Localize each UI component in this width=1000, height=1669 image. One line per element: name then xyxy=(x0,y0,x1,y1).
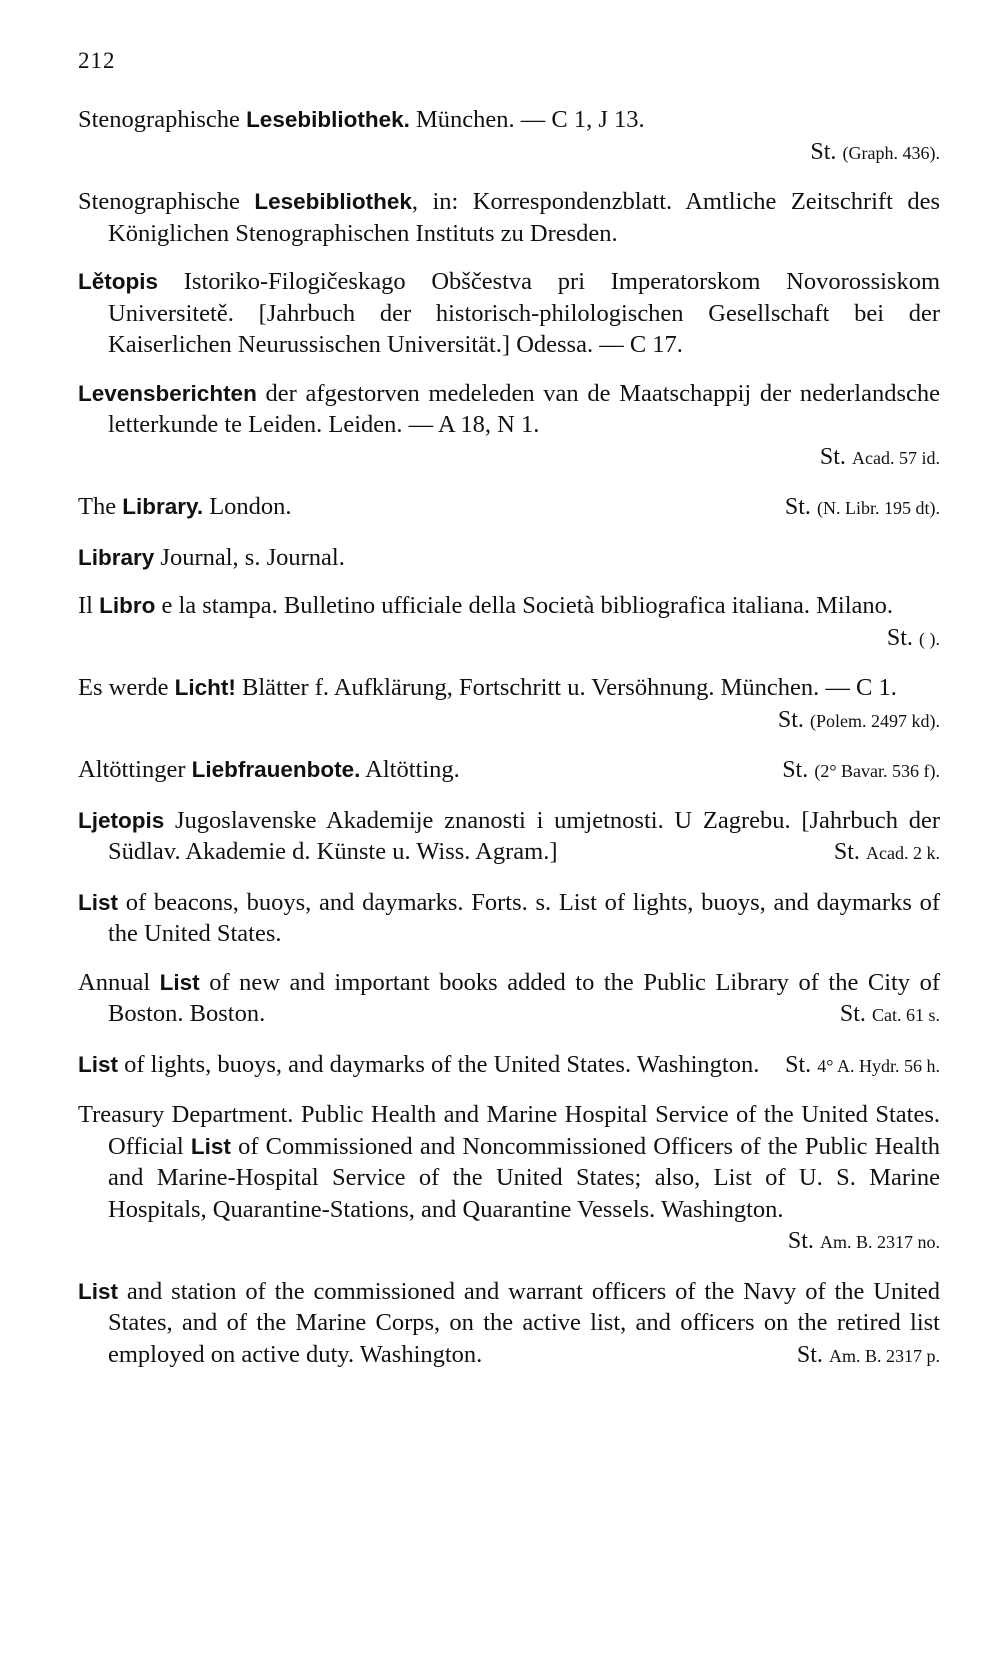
entry-body-text: of beacons, buoys, and daymarks. Forts. s. List of lights, buoys, and daymarks of the United States. xyxy=(108,888,940,947)
shelf-mark-prefix: St. xyxy=(784,494,811,520)
catalog-entry xyxy=(78,590,940,655)
entry-headword: Lětopis xyxy=(78,269,159,294)
entry-headword: Levensberichten xyxy=(78,380,257,406)
shelf-mark xyxy=(778,704,940,738)
entry-body-text: and station of the commissioned and warrant officers of the Navy of the United States, and of the Marine Corps, on the active list, and officers on the retired list employed on active duty. Washington. xyxy=(108,1277,940,1368)
shelf-mark xyxy=(887,622,940,656)
catalog-entry xyxy=(78,542,940,574)
catalog-entry xyxy=(78,1049,940,1083)
shelf-mark-prefix: St. xyxy=(777,706,804,733)
entry-prefix-text: Stenographische xyxy=(78,188,255,215)
shelf-mark-prefix: St. xyxy=(819,443,846,470)
entry-body-text: Journal, s. Journal. xyxy=(154,543,345,571)
entry-headword: Ljetopis xyxy=(78,807,165,833)
shelf-mark-prefix: St. xyxy=(839,1001,866,1027)
shelf-mark xyxy=(108,441,940,475)
entry-headword: List xyxy=(159,969,200,995)
shelf-mark-signature: 4° A. Hydr. 56 h. xyxy=(817,1055,940,1076)
shelf-mark-prefix: St. xyxy=(886,624,913,651)
entry-body-text: London. xyxy=(203,493,292,520)
shelf-mark-signature: ( ). xyxy=(919,628,940,649)
entry-headword: Licht! xyxy=(174,675,236,700)
shelf-mark-prefix: St. xyxy=(796,1341,823,1368)
shelf-mark-signature: Am. B. 2317 no. xyxy=(819,1232,940,1252)
shelf-mark-signature: (N. Libr. 195 dt). xyxy=(817,498,940,518)
catalog-entry xyxy=(78,186,940,249)
entry-body-text: e la stampa. Bulletino ufficiale della Società bibliografica italiana. Milano. xyxy=(155,592,894,619)
shelf-mark xyxy=(108,136,940,170)
entry-headword: List xyxy=(78,1051,119,1077)
entry-headword: List xyxy=(190,1133,231,1159)
entry-body-text: München. — C 1, J 13. xyxy=(409,106,645,133)
entry-headword: Lesebibliothek xyxy=(254,189,412,214)
shelf-mark-signature: (Polem. 2497 kd). xyxy=(810,710,940,731)
shelf-mark xyxy=(785,1049,940,1083)
shelf-mark-signature: Am. B. 2317 p. xyxy=(828,1345,940,1366)
entry-prefix-text: The xyxy=(78,493,123,520)
shelf-mark xyxy=(788,1225,940,1259)
entry-body-text: , in: Korrespondenzblatt. Amtliche Zeitschrift des Königlichen Stenographischen Instituts zu Dresden. xyxy=(108,188,940,247)
catalog-entry xyxy=(78,754,940,788)
shelf-mark-signature: (Graph. 436). xyxy=(842,142,940,163)
shelf-mark xyxy=(782,754,940,788)
shelf-mark-prefix: St. xyxy=(787,1228,814,1254)
entry-prefix-text: Es werde xyxy=(78,674,175,701)
entry-body-text: der afgestorven medeleden van de Maatschappij der nederlandsche letterkunde te Leiden. Leiden. — A 18, N 1. xyxy=(108,379,940,438)
catalog-entry xyxy=(78,104,940,169)
entry-body-text: Istoriko-Filogičeskago Obščestva pri Imperatorskom Novorossiskom Universitetě. [Jahrbuch der historisch-philologischen Gesellschaft bei der Kaiserlichen Neurussischen Universität.] Odessa. — C 17. xyxy=(108,268,940,358)
catalog-entry xyxy=(78,266,940,361)
entry-headword: Liebfrauenbote. xyxy=(191,757,361,782)
entry-list xyxy=(78,104,940,1389)
entry-headword: Library. xyxy=(122,494,204,519)
shelf-mark-prefix: St. xyxy=(782,757,809,783)
entry-body-text: Altötting. xyxy=(360,756,460,783)
entry-prefix-text: Il xyxy=(78,592,100,619)
shelf-mark-prefix: St. xyxy=(833,839,860,865)
catalog-entry xyxy=(78,672,940,737)
shelf-mark xyxy=(840,998,940,1032)
page-number: 212 xyxy=(78,48,116,73)
shelf-mark-signature: Acad. 57 id. xyxy=(852,447,940,468)
shelf-mark xyxy=(797,1339,940,1373)
shelf-mark xyxy=(834,836,940,870)
entry-prefix-text: Stenographische xyxy=(78,106,247,133)
catalog-entry xyxy=(78,1276,940,1373)
entry-body-text: of new and important books added to the Public Library of the City of Boston. Boston. xyxy=(108,968,940,1027)
catalog-entry xyxy=(78,967,940,1032)
catalog-entry xyxy=(78,805,940,870)
entry-prefix-text: Altöttinger xyxy=(78,756,192,783)
entry-headword: List xyxy=(78,1278,119,1304)
entry-headword: Libro xyxy=(99,593,156,618)
entry-body-text: of lights, buoys, and daymarks of the United States. Washington. xyxy=(118,1050,760,1078)
entry-body-text: Jugoslavenske Akademije znanosti i umjetnosti. U Zagrebu. [Jahrbuch der Südlav. Akademie d. Künste u. Wiss. Agram.] xyxy=(108,806,940,865)
shelf-mark-signature: Acad. 2 k. xyxy=(866,843,940,863)
catalog-entry xyxy=(78,491,940,525)
entry-prefix-text: Treasury Department. Public Health and Marine Hospital Service of the United States. Official xyxy=(78,1101,940,1160)
entry-body-text: Blätter f. Aufklärung, Fortschritt u. Versöhnung. München. — C 1. xyxy=(235,674,897,701)
shelf-mark-signature: Cat. 61 s. xyxy=(871,1005,940,1025)
shelf-mark xyxy=(785,491,940,525)
entry-headword: Lesebibliothek. xyxy=(246,107,410,132)
entry-headword: Library xyxy=(78,544,155,570)
shelf-mark-signature: (2° Bavar. 536 f). xyxy=(814,761,940,781)
entry-prefix-text: Annual xyxy=(78,968,160,996)
shelf-mark-prefix: St. xyxy=(785,1051,812,1078)
catalog-entry xyxy=(78,887,940,950)
shelf-mark-prefix: St. xyxy=(810,138,837,165)
catalog-entry xyxy=(78,378,940,475)
catalog-entry xyxy=(78,1099,940,1259)
entry-headword: List xyxy=(78,889,119,915)
entry-body-text: of Commissioned and Noncommissioned Officers of the Public Health and Marine-Hospital Service of the United States; also, List of U. S. Marine Hospitals, Quarantine-Stations, and Quarantine Vessels. Washington. xyxy=(108,1132,940,1223)
